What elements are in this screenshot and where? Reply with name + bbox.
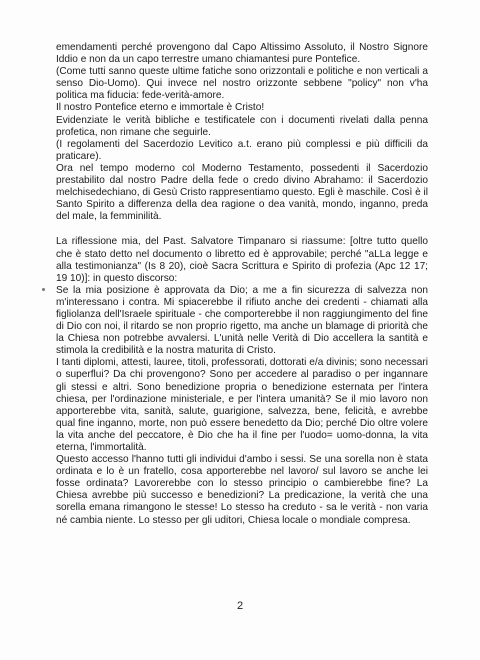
paragraph-8: Se la mia posizione è approvata da Dio; a me a fin sicurezza di salvezza non m'interessano i contra. Mi spiacerebbe il rifiuto anche dei credenti - chiamati alla figliolanza dell'Israele spirituale - che comporterebbe il non raggiungimento del fine di Dio con noi, il ritardo se non proprio rigetto, ma anche un blamage di priorità che la Chiesa non potrebbe avvalersi. L'unità nelle Verità di Dio accellera la santità e stimola la credibilità e la nostra maturita di Cristo. (56, 284, 428, 357)
paragraph-4: Evidenziate le verità bibliche e testificatele con i documenti rivelati dalla penna profetica, non rimane che seguirle. (56, 114, 428, 138)
scan-speck (42, 288, 45, 291)
paragraph-gap (56, 223, 428, 236)
paragraph-9: I tanti diplomi, attesti, lauree, titoli, professorati, dottorati e/a divinis; sono necessari o superflui? Da chi provengono? Sono per accedere al paradiso o per ingannare gli stessi e altri. Sono benedizione propria o benedizione esternata per l'intera chiesa, per l'ordinazione ministeriale, e per l'intera umanità? Se il mio lavoro non apporterebbe vita, sanità, salute, guarigione, salvezza, bene, felicità, e avrebbe qual fine inganno, morte, non può essere benedetto da Dio; perché Dio oltre volere la vita anche del peccatore, è Dio che ha il fine per l'uodo= uomo-donna, la vita eterna, l'immortalità. (56, 357, 428, 453)
paragraph-10: Questo accesso l'hanno tutti gli individui d'ambo i sessi. Se una sorella non è stata ordinata e lo è un fratello, cosa apporterebbe nel lavoro/ sul lavoro se anche lei fosse ordinata? Lavorerebbe con lo stesso principio o cambierebbe fine? La Chiesa avrebbe più successo e benedizioni? La predicazione, la verità che una sorella emana rimangono le stesse! Lo stesso ha creduto - sa le verità - non varia né cambia niente. Lo stesso per gli uditori, Chiesa locale o mondiale compresa. (56, 454, 428, 526)
paragraph-3: Il nostro Pontefice eterno e immortale è Cristo! (56, 102, 265, 114)
paragraph-6: Ora nel tempo moderno col Moderno Testamento, possedenti il Sacerdozio prestabilito dal nostro Padre della fede o credo divino Abrahamo: il Sacerdozio melchisedechiano, di Gesù Cristo rappresentiamo questo. Egli è maschile. Così è il Santo Spirito a differenza della dea ragione o dea vanità, mondo, inganno, preda del male, la femminilità. (56, 162, 428, 223)
page-number: 2 (236, 600, 244, 612)
paragraph-2: (Come tutti sanno queste ultime fatiche sono orizzontali e politiche e non verticali a senso Dio-Uomo). Qui invece nel nostro orizzonte sebbene "policy" non v'ha politica ma fiducia: fede-verità-amore. (56, 66, 428, 102)
paragraph-1: emendamenti perché provengono dal Capo Altissimo Assoluto, il Nostro Signore Iddio e non da un capo terrestre umano chiamantesi pure Pontefice. (56, 42, 428, 66)
paragraph-5: (I regolamenti del Sacerdozio Levitico a.t. erano più complessi e più difficili da praticare). (56, 138, 428, 162)
paragraph-7: La riflessione mia, del Past. Salvatore Timpanaro si riassume: [oltre tutto quello che è stato detto nel documento o libretto ed è approvabile; perché "aLLa legge e alla testimonianza" (Is 8 20), cioè Sacra Scrittura e Spirito di profezia (Apc 12 17; 19 10)]: in questo discorso: (56, 236, 428, 284)
